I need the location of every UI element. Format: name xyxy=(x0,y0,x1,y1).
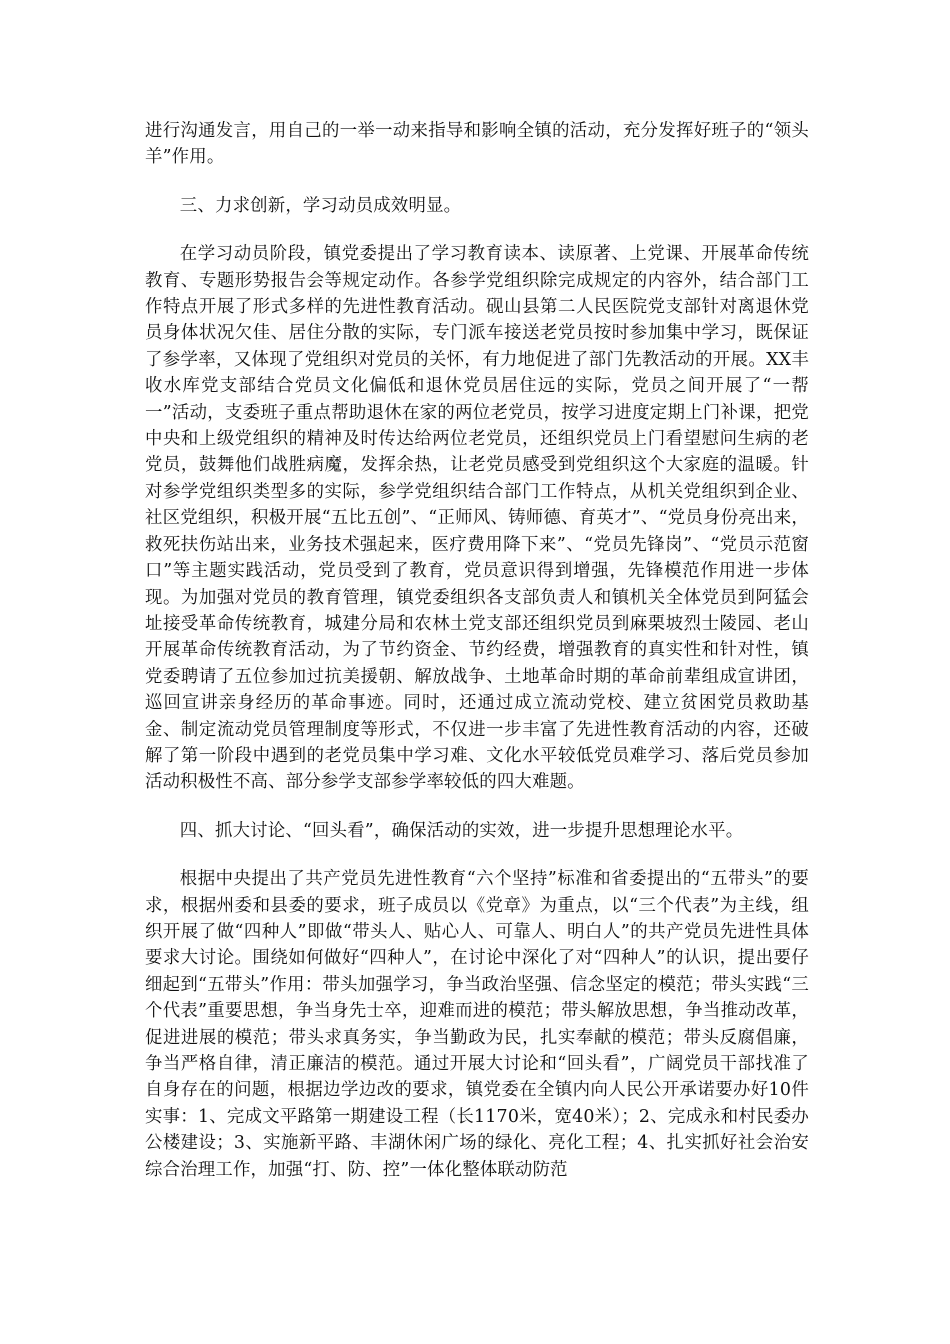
section-heading-three: 三、力求创新，学习动员成效明显。 xyxy=(179,195,462,216)
paragraph-body: 根据中央提出了共产党员先进性教育“六个坚持”标准和省委提出的“五带头”的要求，根据州委和县委的要求，班子成员以《党章》为重点，以“三个代表”为主线，组织开展了做“四种人”即做“带头人、贴心人、可靠人、明白人”的共产党员先进性具体要求大讨论。围绕如何做好“四种人”，在讨论中深化了对“四种人”的认识，提出要仔细起到“五带头”作用：带头加强学习，争当政治坚强、信念坚定的模范；带头实践“三个代表”重要思想，争当身先士卒，迎难而进的模范；带头解放思想，争当推动改革，促进进展的模范；带头求真务实，争当勤政为民，扎实奉献的模范；带头反腐倡廉，争当严格自律，清正廉洁的模范。通过开展大讨论和“回头看”，广阔党员干部找准了自身存在的问题，根据边学边改的要求，镇党委在全镇内向人民公开承诺要办好10件实事：1、完成文平路第一期建设工程（长1170米，宽40米）；2、完成永和村民委办公楼建设；3、实施新平路、丰湖休闲广场的绿化、亮化工程；4、扎实抓好社会治安综合治理工作，加强“打、防、控”一体化整体联动防范 xyxy=(145,869,809,1180)
paragraph-continuation: 进行沟通发言，用自己的一举一动来指导和影响全镇的活动，充分发挥好班子的“领头羊”作用。 xyxy=(145,121,809,168)
document-body xyxy=(145,118,809,1205)
paragraph-body: 在学习动员阶段，镇党委提出了学习教育读本、读原著、上党课、开展革命传统教育、专题形势报告会等规定动作。各参学党组织除完成规定的内容外，结合部门工作特点开展了形式多样的先进性教育活动。砚山县第二人民医院党支部针对离退休党员身体状况欠佳、居住分散的实际，专门派车接送老党员按时参加集中学习，既保证了参学率，又体现了党组织对党员的关怀，有力地促进了部门先教活动的开展。XX丰收水库党支部结合党员文化偏低和退休党员居住远的实际，党员之间开展了“一帮一”活动，支委班子重点帮助退休在家的两位老党员，按学习进度定期上门补课，把党中央和上级党组织的精神及时传达给两位老党员，还组织党员上门看望慰问生病的老党员，鼓舞他们战胜病魔，发挥余热，让老党员感受到党组织这个大家庭的温暖。针对参学党组织类型多的实际，参学党组织结合部门工作特点，从机关党组织到企业、社区党组织，积极开展“五比五创”、“正师风、铸师德、育英才”、“党员身份亮出来，救死扶伤站出来，业务技术强起来，医疗费用降下来”、“党员先锋岗”、“党员示范窗口”等主题实践活动，党员受到了教育，党员意识得到增强，先锋模范作用进一步体现。为加强对党员的教育管理，镇党委组织各支部负责人和镇机关全体党员到阿猛会址接受革命传统教育，城建分局和农林土党支部还组织党员到麻栗坡烈士陵园、老山开展革命传统教育活动，为了节约资金、节约经费，增强教育的真实性和针对性，镇党委聘请了五位参加过抗美援朝、解放战争、土地革命时期的革命前辈组成宣讲团，巡回宣讲亲身经历的革命事迹。同时，还通过成立流动党校、建立贫困党员救助基金、制定流动党员管理制度等形式，不仅进一步丰富了先进性教育活动的内容，还破解了第一阶段中遇到的老党员集中学习难、文化水平较低党员难学习、落后党员参加活动积极性不高、部分参学支部参学率较低的四大难题。 xyxy=(145,244,809,793)
section-heading-four: 四、抓大讨论、“回头看”，确保活动的实效，进一步提升思想理论水平。 xyxy=(179,820,744,841)
